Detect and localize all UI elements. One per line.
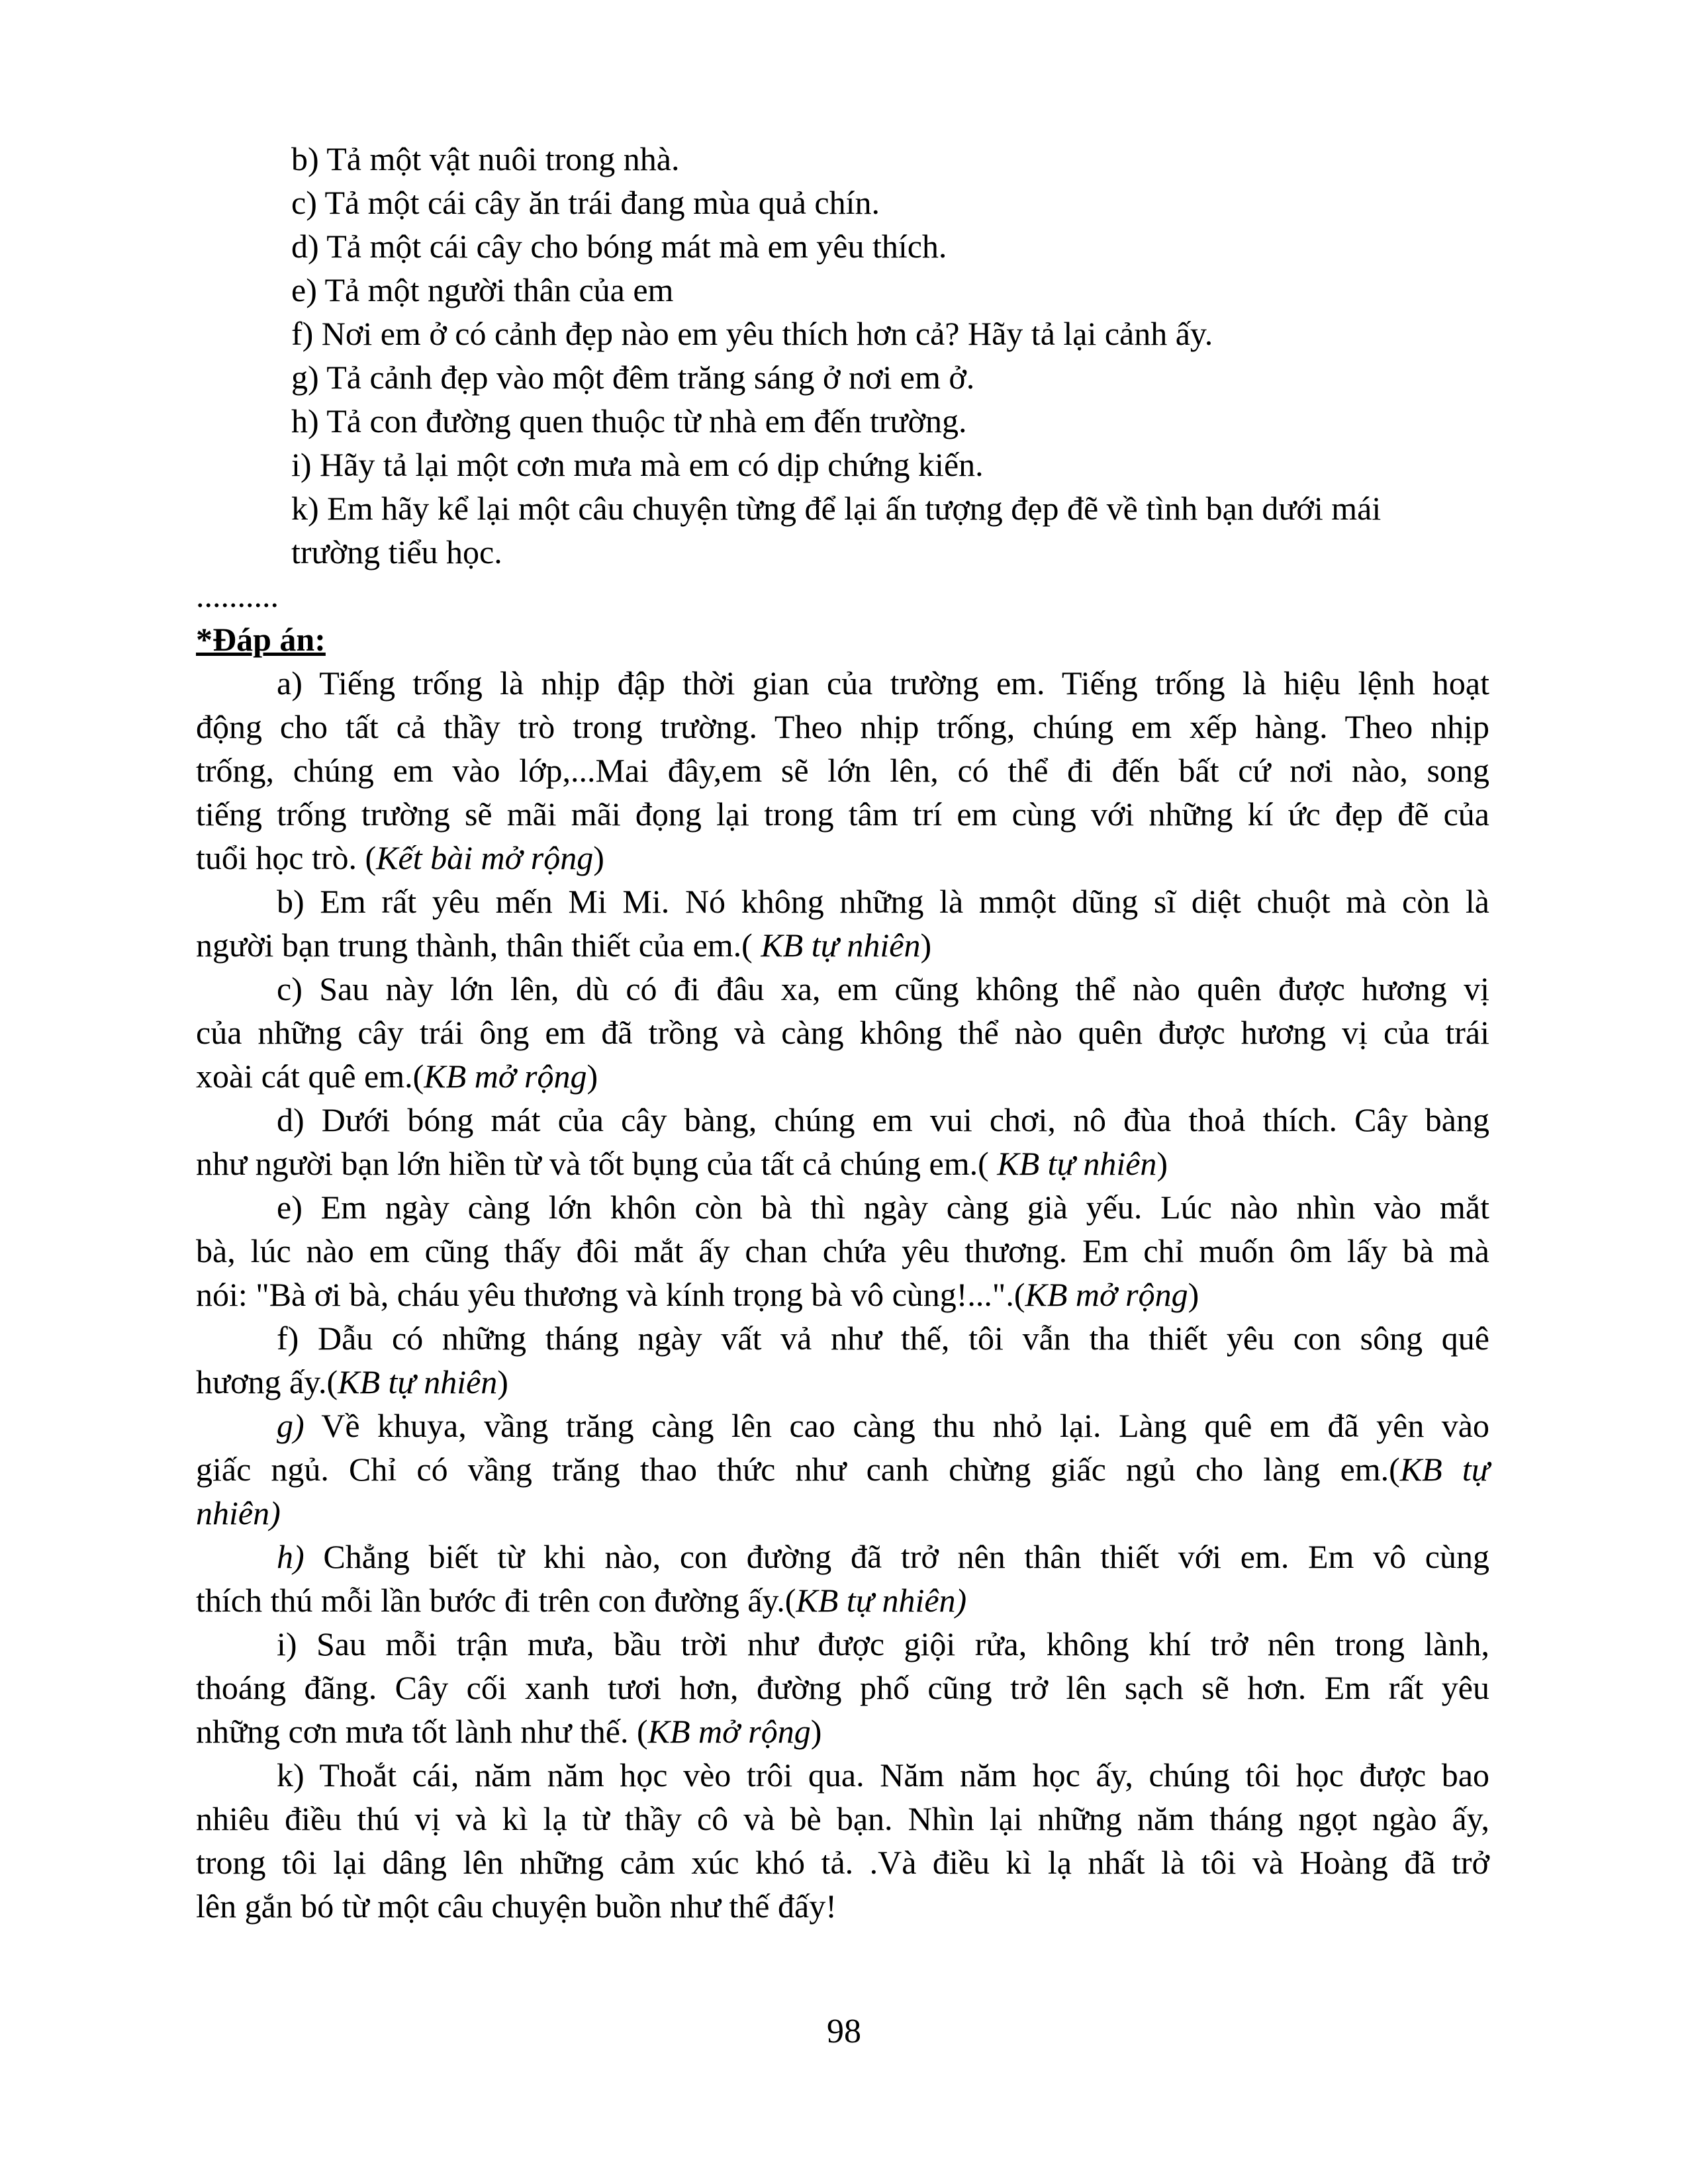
answer-g-line-2: giấc ngủ. Chỉ có vầng trăng thao thức như canh chừng giấc ngủ cho làng em.(KB tự [196, 1451, 1490, 1488]
answer-h-label: h) [277, 1538, 305, 1575]
answer-a-line-4: tiếng trống trường sẽ mãi mãi đọng lại trong tâm trí em cùng với những kí ức đẹp đẽ của [196, 796, 1489, 833]
answer-g-line-1: g) Về khuya, vầng trăng càng lên cao càng thu nhỏ lại. Làng quê em đã yên vào [277, 1407, 1489, 1444]
answer-f-tag: KB tự nhiên [338, 1363, 498, 1400]
answer-e-tag: KB mở rộng [1025, 1276, 1188, 1313]
answer-k-line-2: nhiêu điều thú vị và kì lạ từ thầy cô và bè bạn. Nhìn lại những năm tháng ngọt ngào ấy, [196, 1800, 1489, 1837]
answer-k-line-4: lên gắn bó từ một câu chuyện buồn như thế đấy! [196, 1888, 837, 1925]
answer-g-tag-cont: nhiên) [196, 1494, 281, 1531]
answer-c-line-2: của những cây trái ông em đã trồng và càng không thể nào quên được hương vị của trái [196, 1014, 1489, 1051]
answer-c-line-1: c) Sau này lớn lên, dù có đi đâu xa, em cũng không thể nào quên được hương vị [277, 970, 1489, 1007]
answer-e-line-2: bà, lúc nào em cũng thấy đôi mắt ấy chan chứa yêu thương. Em chỉ muốn ôm lấy bà mà [196, 1232, 1489, 1269]
answer-e-line-1: e) Em ngày càng lớn khôn còn bà thì ngày càng già yếu. Lúc nào nhìn vào mắt [277, 1189, 1489, 1226]
topic-k: k) Em hãy kể lại một câu chuyện từng để lại ấn tượng đẹp đẽ về tình bạn dưới mái [291, 490, 1382, 527]
topic-d: d) Tả một cái cây cho bóng mát mà em yêu thích. [291, 228, 947, 265]
answer-f-line-1: f) Dẫu có những tháng ngày vất vả như thế, tôi vẫn tha thiết yêu con sông quê [277, 1320, 1489, 1357]
answer-d-line-2: như người bạn lớn hiền từ và tốt bụng của tất cả chúng em.( KB tự nhiên) [196, 1145, 1168, 1182]
answer-i-tag: KB mở rộng [647, 1713, 811, 1750]
answer-d-line-1: d) Dưới bóng mát của cây bàng, chúng em vui chơi, nô đùa thoả thích. Cây bàng [277, 1101, 1489, 1138]
answer-c-line-3: xoài cát quê em.(KB mở rộng) [196, 1058, 598, 1095]
answer-a-line-1: a) Tiếng trống là nhịp đập thời gian của trường em. Tiếng trống là hiệu lệnh hoạt [277, 664, 1489, 702]
answer-a-tag: Kết bài mở rộng [376, 839, 594, 876]
answer-e-line-3: nói: "Bà ơi bà, cháu yêu thương và kính trọng bà vô cùng!...".(KB mở rộng) [196, 1276, 1199, 1313]
answer-a-line-3: trống, chúng em vào lớp,...Mai đây,em sẽ lớn lên, có thể đi đến bất cứ nơi nào, song [196, 752, 1489, 789]
topic-i: i) Hãy tả lại một cơn mưa mà em có dịp chứng kiến. [291, 446, 984, 483]
answer-h-tag: KB tự nhiên) [796, 1582, 967, 1619]
page-number: 98 [827, 2013, 861, 2050]
answer-f-line-2: hương ấy.(KB tự nhiên) [196, 1363, 508, 1400]
answer-c-tag: KB mở rộng [424, 1058, 587, 1095]
ellipsis: .......... [196, 577, 279, 614]
answer-h-line-2: thích thú mỗi lần bước đi trên con đường ấy.(KB tự nhiên) [196, 1582, 967, 1619]
topic-f: f) Nơi em ở có cảnh đẹp nào em yêu thích hơn cả? Hãy tả lại cảnh ấy. [291, 315, 1213, 352]
topic-c: c) Tả một cái cây ăn trái đang mùa quả chín. [291, 184, 880, 221]
topic-h: h) Tả con đường quen thuộc từ nhà em đến trường. [291, 402, 967, 439]
answer-i-line-1: i) Sau mỗi trận mưa, bầu trời như được giội rửa, không khí trở nên trong lành, [277, 1625, 1489, 1662]
topic-k-cont: trường tiểu học. [291, 533, 502, 570]
topic-g: g) Tả cảnh đẹp vào một đêm trăng sáng ở nơi em ở. [291, 359, 975, 396]
answer-g-label: g) [277, 1407, 305, 1444]
answer-g-line-3 [196, 1493, 281, 1533]
answer-g-tag: KB tự [1399, 1451, 1490, 1488]
answer-i-line-3: những cơn mưa tốt lành như thế. (KB mở rộng) [196, 1713, 822, 1750]
answer-d-tag: KB tự nhiên [997, 1145, 1157, 1182]
answer-k-line-1: k) Thoắt cái, năm năm học vèo trôi qua. Năm năm học ấy, chúng tôi học được bao [277, 1756, 1489, 1794]
answer-b-line-1: b) Em rất yêu mến Mi Mi. Nó không những là mmột dũng sĩ diệt chuột mà còn là [277, 883, 1489, 920]
answer-b-tag: KB tự nhiên [761, 927, 921, 964]
answer-heading: *Đáp án: [196, 621, 326, 658]
answer-i-line-2: thoáng đãng. Cây cối xanh tươi hơn, đường phố cũng trở lên sạch sẽ hơn. Em rất yêu [196, 1669, 1489, 1706]
topic-e: e) Tả một người thân của em [291, 271, 674, 308]
answer-h-line-1: h) Chẳng biết từ khi nào, con đường đã trở nên thân thiết với em. Em vô cùng [277, 1538, 1489, 1575]
answer-b-line-2: người bạn trung thành, thân thiết của em.( KB tự nhiên) [196, 927, 932, 964]
topic-b: b) Tả một vật nuôi trong nhà. [291, 140, 680, 177]
answer-a-line-5: tuổi học trò. (Kết bài mở rộng) [196, 839, 604, 876]
answer-k-line-3: trong tôi lại dâng lên những cảm xúc khó tả. .Và điều kì lạ nhất là tôi và Hoàng đã trở [196, 1844, 1489, 1881]
answer-a-line-2: động cho tất cả thầy trò trong trường. Theo nhịp trống, chúng em xếp hàng. Theo nhịp [196, 708, 1489, 745]
